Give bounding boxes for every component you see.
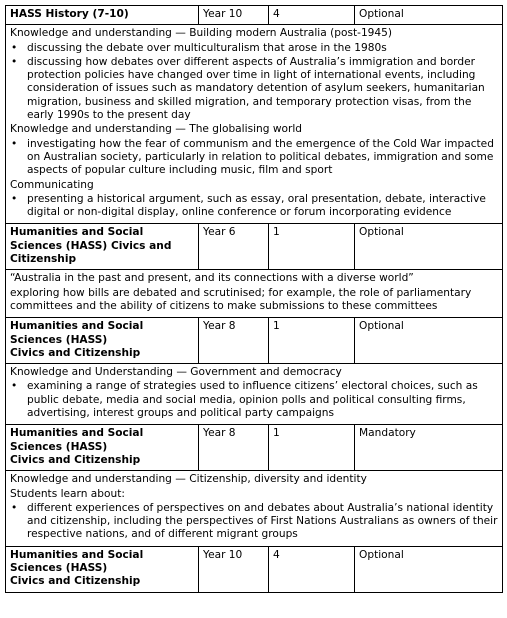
bullet-icon: • [11,41,18,54]
bullet-text: discussing how debates over different aspects of Australia’s immigration and border protection policies have changed over time in light of international events, including consideration of issues such as mandatory detention of asylum seekers, humanitarian migration, business and skilled migration, and temporary protection visas, from the early 1990s to the present day [27,55,485,122]
bullet-item [10,502,498,542]
course-status: Mandatory [355,425,503,471]
course-header-row [6,546,503,592]
detail-paragraph: Knowledge and understanding — The globalising world [10,123,303,136]
detail-paragraph: Knowledge and understanding — Building modern Australia (post-1945) [10,27,393,40]
bullet-text: examining a range of strategies used to influence citizens’ electoral choices, such as public debate, media and social media, opinion polls and political consulting firms, advertising, interest groups and political party campaigns [27,380,478,420]
bullet-list [10,193,498,220]
bullet-list [10,502,498,542]
bullet-item [10,42,498,55]
course-detail-cell [6,25,503,224]
bullet-text: presenting a historical argument, such as essay, oral presentation, debate, interactive digital or non-digital display, online conference or forum incorporating evidence [27,192,486,219]
bullet-text: investigating how the fear of communism and the emergence of the Cold War impacted on Australian society, particularly in relation to political debates, immigration and some aspects of popular culture including music, film and sport [27,137,494,177]
course-detail-cell [6,364,503,425]
curriculum-document [5,5,502,593]
course-detail-row [6,25,503,224]
course-hours: 1 [269,224,355,270]
bullet-list [10,42,498,123]
course-subject-text: Humanities and Social Sciences (HASS) [10,427,144,453]
course-detail-row [6,471,503,546]
course-year: Year 10 [199,6,269,25]
course-year: Year 8 [199,318,269,364]
bullet-icon: • [11,55,18,68]
course-hours: 1 [269,318,355,364]
detail-paragraph: Knowledge and understanding — Citizenship, diversity and identity [10,473,367,486]
bullet-list [10,380,498,420]
course-status: Optional [355,6,503,25]
bullet-item [10,138,498,178]
detail-paragraph: Communicating [10,178,94,191]
detail-paragraph: Students learn about: [10,487,125,500]
course-subject [6,6,199,25]
course-year: Year 8 [199,425,269,471]
course-subject [6,546,199,592]
course-detail-row [6,364,503,425]
curriculum-table [5,5,503,593]
course-status: Optional [355,318,503,364]
bullet-icon: • [11,192,18,205]
bullet-item [10,193,498,220]
detail-paragraph: “Australia in the past and present, and its connections with a diverse world” [10,272,414,285]
course-header-row [6,224,503,270]
bullet-text: discussing the debate over multiculturalism that arose in the 1980s [27,41,387,54]
course-subject [6,224,199,270]
course-detail-row [6,270,503,318]
course-subject-text: Civics and Citizenship [10,575,141,588]
course-subject-text: HASS History (7-10) [10,8,129,20]
course-hours: 1 [269,425,355,471]
course-header-row [6,425,503,471]
course-status: Optional [355,224,503,270]
bullet-icon: • [11,501,18,514]
course-subject-text: Humanities and Social Sciences (HASS) Civics and Citizenship [10,226,172,266]
course-subject-text: Civics and Citizenship [10,346,141,359]
course-status: Optional [355,546,503,592]
bullet-icon: • [11,380,18,393]
course-subject-text: Civics and Citizenship [10,453,141,466]
course-hours: 4 [269,6,355,25]
course-subject [6,318,199,364]
course-header-row [6,6,503,25]
course-hours: 4 [269,546,355,592]
course-year: Year 10 [199,546,269,592]
detail-paragraph: exploring how bills are debated and scrutinised; for example, the role of parliamentary committees and the ability of citizens to make submissions to these committees [10,286,472,312]
bullet-item [10,380,498,420]
bullet-text: different experiences of perspectives on and debates about Australia’s national identity and citizenship, including the perspectives of First Nations Australians as owners of their respective nations, and of different migrant groups [27,501,498,541]
bullet-icon: • [11,137,18,150]
bullet-list [10,138,498,178]
course-detail-cell [6,471,503,546]
course-detail-cell [6,270,503,318]
course-subject-text: Humanities and Social Sciences (HASS) [10,320,144,346]
course-year: Year 6 [199,224,269,270]
course-subject-text: Humanities and Social Sciences (HASS) [10,548,144,574]
detail-paragraph: Knowledge and Understanding — Government and democracy [10,366,342,379]
curriculum-table-body [6,6,503,593]
bullet-item [10,56,498,122]
course-subject [6,425,199,471]
course-header-row [6,318,503,364]
